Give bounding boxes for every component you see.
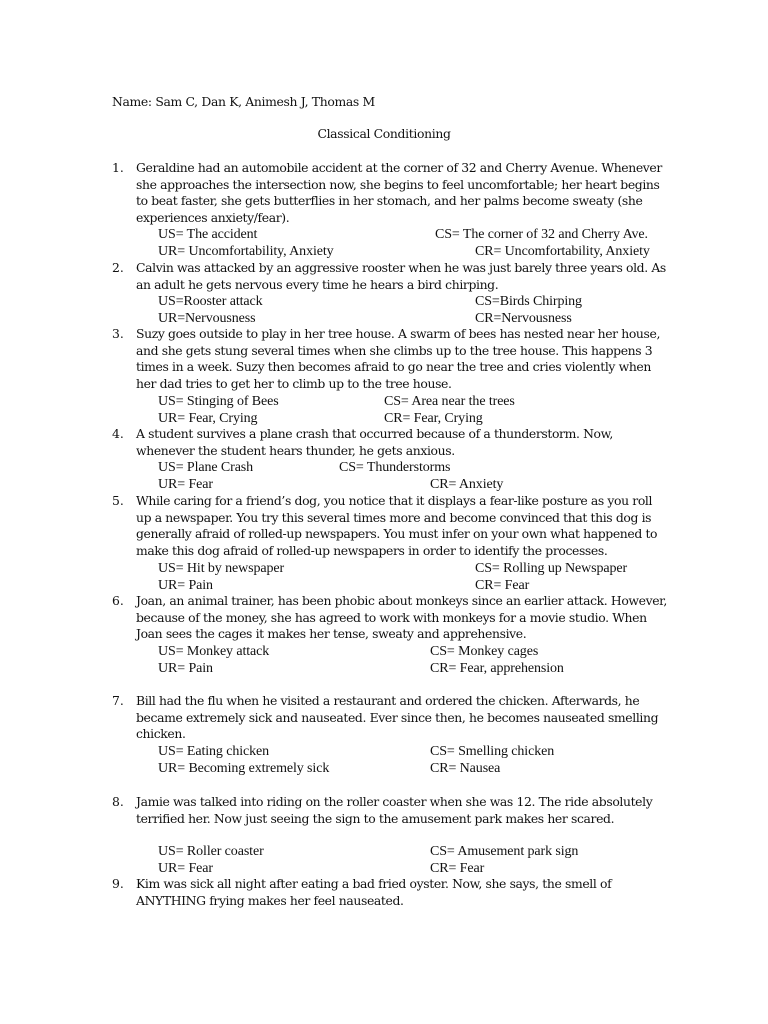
question-text — [136, 493, 672, 559]
answer-row-ur-cr — [112, 660, 672, 677]
cs-answer: CS= Area near the trees — [384, 394, 515, 409]
ur-answer: UR= Pain — [158, 661, 213, 676]
cs-answer: CS= Thunderstorms — [339, 460, 451, 475]
question-line: A student survives a plane crash that occurred because of a thunderstorm. Now, — [136, 426, 613, 441]
ur-answer: UR= Fear — [158, 861, 213, 876]
question-text — [136, 160, 672, 226]
question-line: Suzy goes outside to play in her tree house. A swarm of bees has nested near her house, — [136, 326, 661, 341]
cs-answer: CS= Monkey cages — [430, 644, 539, 659]
question-line: experiences anxiety/fear). — [136, 209, 290, 225]
question-line: Geraldine had an automobile accident at the corner of 32 and Cherry Avenue. Whenever — [136, 160, 662, 175]
us-answer: US= Roller coaster — [158, 844, 264, 859]
answer-row-ur-cr — [112, 476, 672, 493]
question-number: 9. — [112, 876, 124, 891]
cr-answer: CR= Fear, apprehension — [430, 661, 564, 676]
question-line: chicken. — [136, 726, 186, 742]
answer-row-ur-cr — [112, 860, 672, 877]
question-line: Joan, an animal trainer, has been phobic about monkeys since an earlier attack. However, — [136, 593, 667, 608]
answer-row-us-cs — [112, 393, 672, 410]
cr-answer: CR= Anxiety — [430, 477, 504, 492]
cr-answer: CR=Nervousness — [475, 311, 572, 326]
question-line: Bill had the flu when he visited a restaurant and ordered the chicken. Afterwards, he — [136, 693, 640, 708]
answer-row-ur-cr — [112, 760, 672, 777]
question-number: 3. — [112, 326, 124, 341]
us-answer: US= Monkey attack — [158, 644, 270, 659]
question-line: times in a week. Suzy then becomes afraid to go near the tree and cries violently when — [136, 359, 651, 375]
document-title: Classical Conditioning — [317, 126, 451, 141]
answer-row-us-cs — [112, 293, 672, 310]
question-text — [136, 593, 672, 643]
question-line: up a newspaper. You try this several times more and become convinced that this dog is — [136, 509, 652, 525]
us-answer: US= Eating chicken — [158, 744, 270, 759]
us-answer: US= Plane Crash — [158, 460, 254, 475]
ur-answer: UR= Uncomfortability, Anxiety — [158, 244, 334, 259]
question-line: because of the money, she has agreed to work with monkeys for a movie studio. When — [136, 609, 647, 625]
cr-answer: CR= Fear — [475, 578, 530, 593]
question-text — [136, 326, 672, 392]
question-line: make this dog afraid of rolled-up newspapers in order to identify the processes. — [136, 542, 608, 558]
question-text — [136, 794, 672, 827]
question-line: Calvin was attacked by an aggressive rooster when he was just barely three years old. As — [136, 260, 666, 275]
question-line: to beat faster, she gets butterflies in her stomach, and her palms become sweaty (she — [136, 193, 643, 209]
answer-row-us-cs — [112, 459, 672, 476]
question-line: generally afraid of rolled-up newspapers. You must infer on your own what happened to — [136, 526, 658, 542]
question-line: whenever the student hears thunder, he gets anxious. — [136, 442, 455, 458]
cs-answer: CS=Birds Chirping — [475, 294, 582, 309]
question-number: 2. — [112, 260, 124, 275]
question-text — [136, 693, 672, 743]
ur-answer: UR= Fear — [158, 477, 213, 492]
ur-answer: UR=Nervousness — [158, 311, 256, 326]
cr-answer: CR= Nausea — [430, 761, 501, 776]
cs-answer: CS= Rolling up Newspaper — [475, 561, 628, 576]
us-answer: US=Rooster attack — [158, 294, 263, 309]
question-number: 6. — [112, 593, 124, 608]
cs-answer: CS= Amusement park sign — [430, 844, 579, 859]
question-line: terrified her. Now just seeing the sign to the amusement park makes her scared. — [136, 810, 615, 826]
question-line: While caring for a friend’s dog, you notice that it displays a fear-like posture as you roll — [136, 493, 653, 508]
name-line: Name: Sam C, Dan K, Animesh J, Thomas M — [112, 94, 375, 109]
cr-answer: CR= Uncomfortability, Anxiety — [475, 244, 650, 259]
cs-answer: CS= Smelling chicken — [430, 744, 555, 759]
answer-row-us-cs — [112, 643, 672, 660]
question-line: Jamie was talked into riding on the roller coaster when she was 12. The ride absolutely — [136, 794, 653, 809]
answer-row-us-cs — [112, 843, 672, 860]
question-line: Kim was sick all night after eating a bad fried oyster. Now, she says, the smell of — [136, 876, 612, 891]
question-number: 7. — [112, 693, 124, 708]
question-text — [136, 426, 672, 459]
answer-row-ur-cr — [112, 410, 672, 427]
us-answer: US= The accident — [158, 227, 258, 242]
ur-answer: UR= Fear, Crying — [158, 411, 258, 426]
answer-row-us-cs — [112, 560, 672, 577]
question-number: 4. — [112, 426, 124, 441]
answer-row-us-cs — [112, 743, 672, 760]
question-line: an adult he gets nervous every time he hears a bird chirping. — [136, 276, 499, 292]
question-line: she approaches the intersection now, she begins to feel uncomfortable; her heart begins — [136, 176, 660, 192]
question-line: Joan sees the cages it makes her tense, sweaty and apprehensive. — [136, 626, 527, 642]
ur-answer: UR= Becoming extremely sick — [158, 761, 330, 776]
ur-answer: UR= Pain — [158, 578, 213, 593]
cr-answer: CR= Fear — [430, 861, 485, 876]
question-text — [136, 260, 672, 293]
us-answer: US= Stinging of Bees — [158, 394, 279, 409]
cs-answer: CS= The corner of 32 and Cherry Ave. — [435, 227, 648, 242]
question-line: ANYTHING frying makes her feel nauseated. — [136, 892, 404, 908]
answer-row-ur-cr — [112, 310, 672, 327]
answer-row-ur-cr — [112, 577, 672, 594]
answer-row-ur-cr — [112, 243, 672, 260]
question-number: 8. — [112, 794, 124, 809]
question-text — [136, 876, 672, 909]
answer-row-us-cs — [112, 226, 672, 243]
question-number: 5. — [112, 493, 124, 508]
question-line: became extremely sick and nauseated. Ever since then, he becomes nauseated smelling — [136, 709, 659, 725]
us-answer: US= Hit by newspaper — [158, 561, 285, 576]
question-number: 1. — [112, 160, 124, 175]
question-line: her dad tries to get her to climb up to the tree house. — [136, 375, 452, 391]
cr-answer: CR= Fear, Crying — [384, 411, 483, 426]
question-line: and she gets stung several times when she climbs up to the tree house. This happens 3 — [136, 342, 653, 358]
